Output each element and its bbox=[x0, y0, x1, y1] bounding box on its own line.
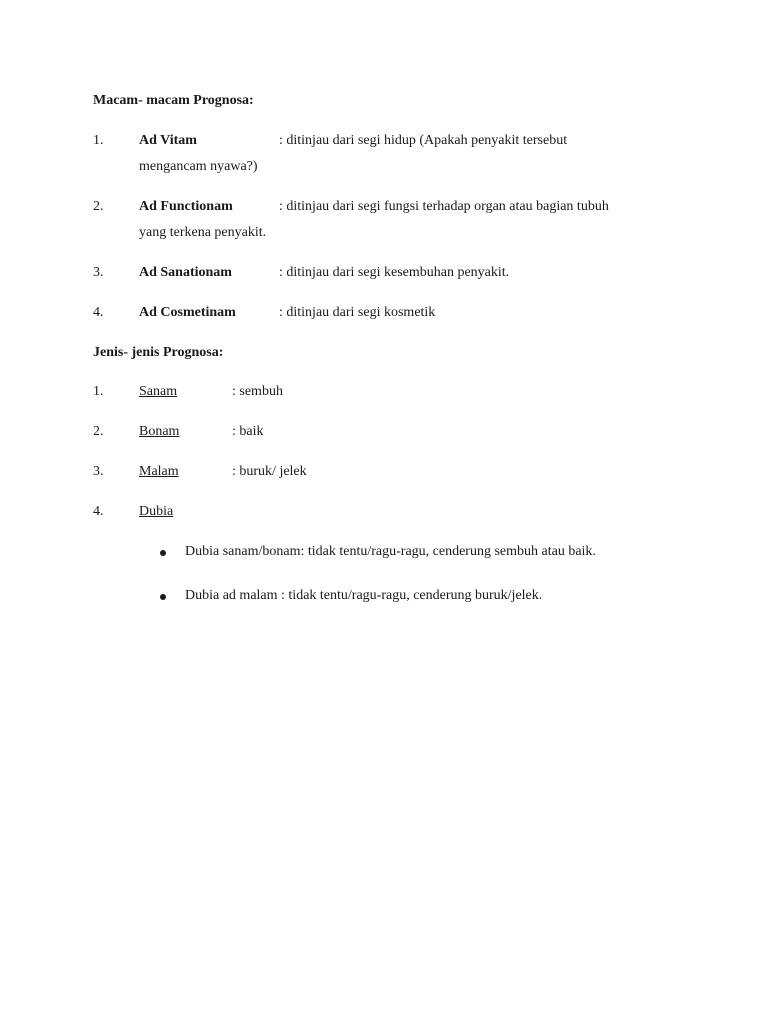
item-term: Dubia bbox=[139, 504, 174, 519]
list-item-continuation bbox=[0, 225, 768, 245]
bullet-dot-icon bbox=[160, 594, 166, 600]
list-item bbox=[0, 424, 768, 444]
bullet-item bbox=[0, 544, 768, 564]
item-term: Ad Vitam bbox=[139, 133, 197, 148]
item-description: : ditinjau dari segi fungsi terhadap organ atau bagian tubuh bbox=[279, 199, 609, 214]
bullet-item bbox=[0, 588, 768, 608]
item-number: 4. bbox=[93, 305, 104, 320]
item-description: : ditinjau dari segi kesembuhan penyakit. bbox=[279, 265, 510, 280]
section1-heading: Macam- macam Prognosa: bbox=[93, 93, 254, 108]
item-description: : ditinjau dari segi hidup (Apakah penyakit tersebut bbox=[279, 133, 568, 148]
item-term: Ad Functionam bbox=[139, 199, 233, 214]
item-number: 3. bbox=[93, 265, 104, 280]
item-number: 1. bbox=[93, 133, 104, 148]
list-item bbox=[0, 265, 768, 285]
item-description-continued: yang terkena penyakit. bbox=[139, 225, 267, 240]
item-description-continued: mengancam nyawa?) bbox=[139, 159, 258, 174]
item-number: 4. bbox=[93, 504, 104, 519]
bullet-text: Dubia ad malam : tidak tentu/ragu-ragu, cenderung buruk/jelek. bbox=[185, 588, 543, 603]
list-item bbox=[0, 464, 768, 484]
item-term: Ad Cosmetinam bbox=[139, 305, 236, 320]
item-term: Ad Sanationam bbox=[139, 265, 232, 280]
item-number: 2. bbox=[93, 424, 104, 439]
bullet-dot-icon bbox=[160, 550, 166, 556]
item-description: : sembuh bbox=[232, 384, 283, 399]
list-item-continuation bbox=[0, 159, 768, 179]
item-description: : ditinjau dari segi kosmetik bbox=[279, 305, 436, 320]
item-description: : baik bbox=[232, 424, 264, 439]
item-term: Sanam bbox=[139, 384, 178, 399]
item-number: 3. bbox=[93, 464, 104, 479]
item-number: 1. bbox=[93, 384, 104, 399]
item-term: Malam bbox=[139, 464, 179, 479]
item-term: Bonam bbox=[139, 424, 180, 439]
list-item bbox=[0, 305, 768, 325]
bullet-text: Dubia sanam/bonam: tidak tentu/ragu-ragu, cenderung sembuh atau baik. bbox=[185, 544, 596, 559]
list-item bbox=[0, 133, 768, 153]
list-item bbox=[0, 504, 768, 524]
item-description: : buruk/ jelek bbox=[232, 464, 307, 479]
list-item bbox=[0, 384, 768, 404]
item-number: 2. bbox=[93, 199, 104, 214]
section2-heading: Jenis- jenis Prognosa: bbox=[93, 345, 224, 360]
list-item bbox=[0, 199, 768, 219]
